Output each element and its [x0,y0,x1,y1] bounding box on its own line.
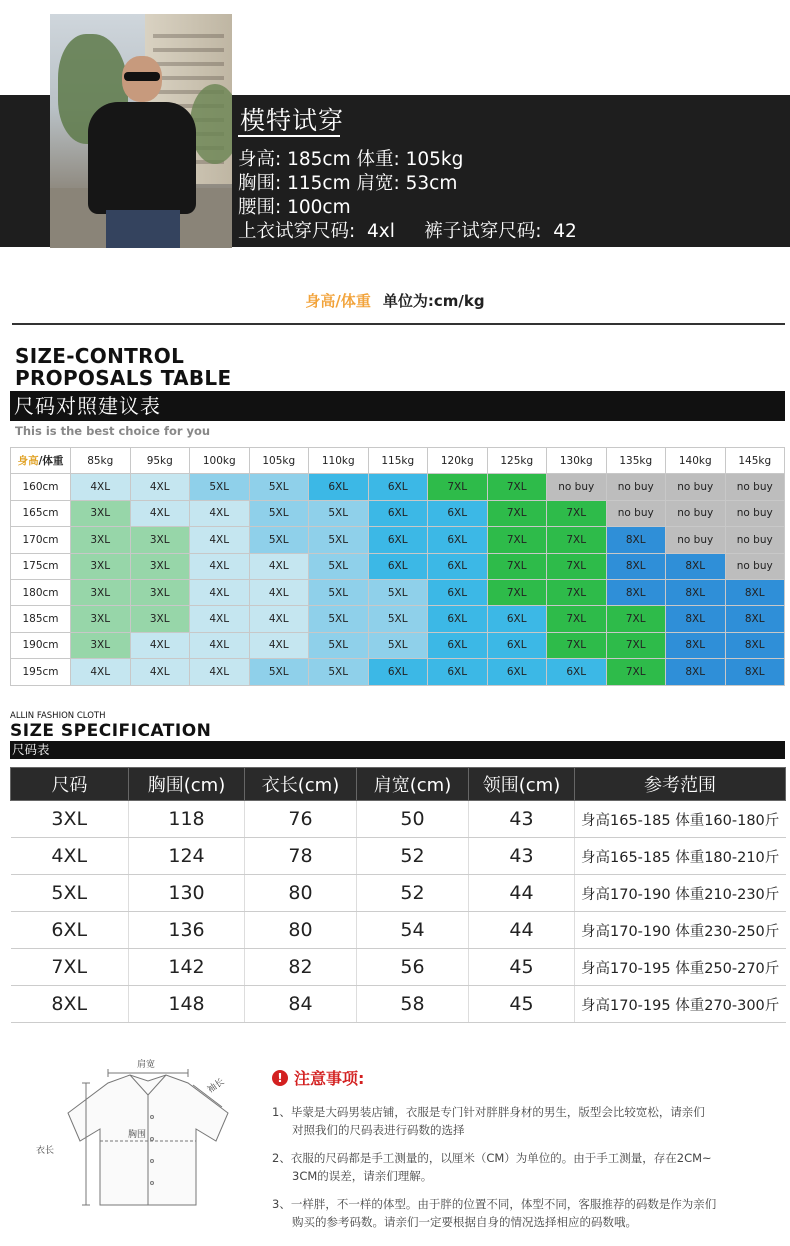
table-row [11,875,786,912]
spec-value: 43 [469,838,575,875]
size-cell: 5XL [309,659,369,685]
size-cell: 5XL [249,659,309,685]
size-cell: 4XL [190,606,250,632]
size-cell: 5XL [249,474,309,500]
model-fit-sizes: 上衣试穿尺码: 4xl 裤子试穿尺码: 42 [238,221,577,242]
diagram-chest-label: 胸围 [128,1130,147,1140]
size-cell: 8XL [666,553,726,579]
spec-value: 58 [357,986,469,1023]
size-cell: 3XL [71,500,131,526]
size-cell: no buy [725,553,785,579]
model-title: 模特试穿 [240,106,345,135]
size-cell: 4XL [130,474,190,500]
note-item [272,1103,782,1139]
size-cell: 3XL [71,606,131,632]
size-cell: 5XL [309,579,369,605]
spec-value: 118 [129,801,245,838]
size-cell: 7XL [606,632,666,658]
size-cell: 6XL [368,527,428,553]
size-cell: 6XL [428,527,488,553]
size-cell: no buy [725,500,785,526]
size-cell: 3XL [130,606,190,632]
note-line-cont: 购买的参考码数。请亲们一定要根据自身的情况选择相应的码数哦。 [292,1215,637,1229]
spec-value: 50 [357,801,469,838]
table-row [11,527,785,553]
size-cell: 5XL [309,500,369,526]
height-header: 185cm [11,606,71,632]
size-cell: 3XL [130,553,190,579]
size-cell: 4XL [130,659,190,685]
size-cell: 7XL [547,527,607,553]
weight-header: 145kg [725,448,785,474]
size-cell: 4XL [249,606,309,632]
size-cell: 4XL [249,632,309,658]
notes-title [272,1066,782,1089]
size-cell: no buy [666,527,726,553]
size-cell: 5XL [309,527,369,553]
size-cell: 6XL [487,659,547,685]
size-cell: 4XL [130,632,190,658]
note-item [272,1149,782,1185]
table-row [11,500,785,526]
proposals-title-line1: SIZE-CONTROL [15,344,185,368]
size-cell: 8XL [725,632,785,658]
size-cell: 3XL [130,579,190,605]
size-cell: 8XL [666,659,726,685]
size-cell: 5XL [368,606,428,632]
size-cell: 7XL [547,606,607,632]
height-header: 160cm [11,474,71,500]
table-row [11,986,786,1023]
notes-title-text: 注意事项: [294,1069,365,1088]
size-cell: 5XL [190,474,250,500]
size-cell: 4XL [71,659,131,685]
note-line: 2、衣服的尺码都是手工测量的，以厘米（CM）为单位的。由于手工测量，存在2CM~ [272,1151,712,1165]
spec-column-header: 领围(cm) [469,768,575,801]
size-proposals-table [10,447,785,686]
table-row [11,659,785,685]
note-line-cont: 3CM的误差，请亲们理解。 [292,1169,433,1183]
weight-header: 130kg [547,448,607,474]
spec-column-header: 胸围(cm) [129,768,245,801]
size-cell: no buy [666,500,726,526]
size-cell: 4XL [249,553,309,579]
spec-value: 136 [129,912,245,949]
size-cell: 7XL [606,606,666,632]
spec-value: 56 [357,949,469,986]
size-cell: 3XL [71,553,131,579]
corner-height: 身高 [17,455,39,468]
size-cell: 6XL [368,474,428,500]
weight-header: 100kg [190,448,250,474]
weight-header: 120kg [428,448,488,474]
size-cell: 8XL [606,527,666,553]
proposals-title [15,345,231,389]
table-row [11,632,785,658]
spec-value: 142 [129,949,245,986]
spec-size: 8XL [11,986,129,1023]
size-spec-table [10,767,786,1023]
spec-value: 43 [469,801,575,838]
size-cell: 8XL [666,579,726,605]
height-header: 175cm [11,553,71,579]
table-row [11,912,786,949]
size-cell: 4XL [190,500,250,526]
size-cell: 6XL [547,659,607,685]
divider [12,323,785,325]
unit-line [0,290,790,311]
corner-weight: /体重 [38,455,64,468]
size-cell: 6XL [368,500,428,526]
spec-title: SIZE SPECIFICATION [10,721,212,741]
size-cell: 7XL [487,500,547,526]
size-cell: 7XL [487,527,547,553]
size-cell: 6XL [487,606,547,632]
size-cell: 4XL [190,659,250,685]
weight-header: 110kg [309,448,369,474]
size-cell: 3XL [130,527,190,553]
size-cell: 6XL [309,474,369,500]
spec-value: 44 [469,875,575,912]
weight-header: 95kg [130,448,190,474]
table-row [11,838,786,875]
size-cell: 7XL [487,553,547,579]
size-cell: 7XL [547,632,607,658]
note-line-cont: 对照我们的尺码表进行码数的选择 [292,1123,465,1137]
size-cell: 3XL [71,527,131,553]
table-row [11,553,785,579]
spec-size: 6XL [11,912,129,949]
size-cell: 3XL [71,632,131,658]
size-cell: 6XL [428,632,488,658]
weight-header: 125kg [487,448,547,474]
size-cell: 4XL [190,579,250,605]
warning-icon: ! [272,1070,288,1086]
size-cell: no buy [725,527,785,553]
height-header: 190cm [11,632,71,658]
size-cell: 6XL [428,606,488,632]
size-cell: 7XL [487,579,547,605]
size-cell: no buy [606,500,666,526]
spec-value: 52 [357,875,469,912]
model-section [0,0,790,250]
size-cell: 8XL [725,606,785,632]
model-info [238,95,790,247]
spec-value: 76 [245,801,357,838]
spec-reference-range: 身高170-190 体重230-250斤 [575,912,786,949]
size-cell: 6XL [428,553,488,579]
size-cell: 8XL [606,553,666,579]
unit-label: 单位为:cm/kg [382,292,485,310]
spec-value: 80 [245,875,357,912]
note-line: 1、毕蒙是大码男装店铺，衣服是专门针对胖胖身材的男生，版型会比较宽松，请亲们 [272,1105,705,1119]
size-cell: 8XL [725,579,785,605]
size-cell: 7XL [547,579,607,605]
size-cell: 6XL [428,579,488,605]
spec-size: 3XL [11,801,129,838]
size-cell: 5XL [249,527,309,553]
size-cell: 6XL [428,500,488,526]
diagram-length-label: 衣长 [36,1146,55,1156]
size-cell: 5XL [368,579,428,605]
table-row [11,474,785,500]
weight-header: 105kg [249,448,309,474]
size-cell: 6XL [368,659,428,685]
spec-value: 148 [129,986,245,1023]
unit-hw-label: 身高/体重 [305,292,371,310]
brand-small: ALLIN FASHION CLOTH [10,711,106,721]
spec-column-header: 尺码 [11,768,129,801]
size-cell: 8XL [725,659,785,685]
model-waist: 腰围: 100cm [238,197,351,218]
spec-column-header: 参考范围 [575,768,786,801]
model-title-underline [238,135,340,137]
table-row [11,579,785,605]
spec-size: 7XL [11,949,129,986]
note-item [272,1195,782,1231]
spec-size: 5XL [11,875,129,912]
spec-column-header: 衣长(cm) [245,768,357,801]
height-header: 195cm [11,659,71,685]
size-cell: 8XL [666,632,726,658]
spec-value: 84 [245,986,357,1023]
table-row [11,606,785,632]
size-cell: no buy [547,474,607,500]
spec-reference-range: 身高165-185 体重160-180斤 [575,801,786,838]
size-cell: 5XL [309,606,369,632]
proposals-cn-title: 尺码对照建议表 [10,391,785,421]
size-cell: 8XL [666,606,726,632]
proposals-title-line2: PROPOSALS TABLE [15,366,232,390]
size-cell: 7XL [547,553,607,579]
spec-value: 45 [469,949,575,986]
height-header: 170cm [11,527,71,553]
table-row [11,949,786,986]
spec-value: 45 [469,986,575,1023]
proposals-subtitle: This is the best choice for you [15,424,211,438]
height-header: 180cm [11,579,71,605]
size-cell: 4XL [190,553,250,579]
spec-value: 80 [245,912,357,949]
note-line: 3、一样胖，不一样的体型。由于胖的位置不同，体型不同，客服推荐的码数是作为亲们 [272,1197,717,1211]
spec-value: 78 [245,838,357,875]
spec-cn-title: 尺码表 [10,741,785,759]
size-cell: 4XL [71,474,131,500]
spec-value: 54 [357,912,469,949]
size-cell: 4XL [130,500,190,526]
size-cell: 5XL [368,632,428,658]
notes [272,1066,782,1231]
spec-value: 82 [245,949,357,986]
shirt-measurement-diagram [30,1055,240,1210]
model-chest-shoulder: 胸围: 115cm 肩宽: 53cm [238,173,458,194]
spec-reference-range: 身高165-185 体重180-210斤 [575,838,786,875]
spec-value: 130 [129,875,245,912]
spec-reference-range: 身高170-195 体重250-270斤 [575,949,786,986]
size-cell: 5XL [309,553,369,579]
size-cell: no buy [666,474,726,500]
spec-size: 4XL [11,838,129,875]
size-cell: 3XL [71,579,131,605]
size-cell: 8XL [606,579,666,605]
weight-header: 135kg [606,448,666,474]
spec-value: 124 [129,838,245,875]
weight-header: 115kg [368,448,428,474]
size-cell: no buy [606,474,666,500]
spec-reference-range: 身高170-190 体重210-230斤 [575,875,786,912]
size-cell: 7XL [547,500,607,526]
size-cell: no buy [725,474,785,500]
size-cell: 4XL [190,632,250,658]
diagram-sleeve-label: 袖长 [205,1076,227,1096]
size-cell: 4XL [249,579,309,605]
size-cell: 4XL [190,527,250,553]
height-header: 165cm [11,500,71,526]
weight-header: 85kg [71,448,131,474]
size-cell: 5XL [309,632,369,658]
spec-value: 44 [469,912,575,949]
size-cell: 5XL [249,500,309,526]
model-photo [50,14,232,248]
size-cell: 6XL [428,659,488,685]
size-cell: 6XL [368,553,428,579]
table-corner-label [11,448,71,474]
spec-reference-range: 身高170-195 体重270-300斤 [575,986,786,1023]
model-height-weight: 身高: 185cm 体重: 105kg [238,149,464,170]
size-cell: 7XL [606,659,666,685]
size-cell: 6XL [487,632,547,658]
diagram-shoulder-label: 肩宽 [137,1060,156,1070]
spec-column-header: 肩宽(cm) [357,768,469,801]
size-cell: 7XL [428,474,488,500]
weight-header: 140kg [666,448,726,474]
table-row [11,801,786,838]
spec-value: 52 [357,838,469,875]
size-cell: 7XL [487,474,547,500]
